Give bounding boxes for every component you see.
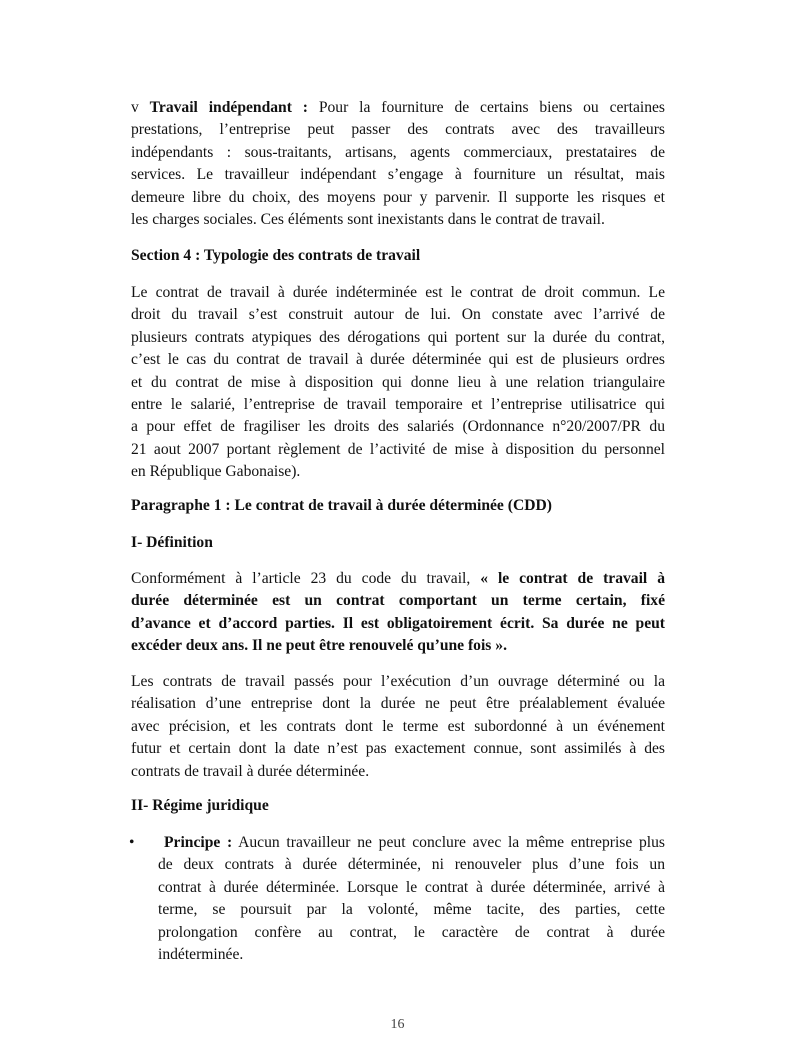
- section-4-heading: Section 4 : Typologie des contrats de travail: [131, 247, 421, 264]
- text: en République Gabonaise).: [131, 463, 301, 481]
- text: 21 aout 2007 portant règlement de l’activité de mise à disposition du personnel: [131, 440, 665, 458]
- text-line: [131, 671, 665, 693]
- text: terme, se poursuit par la volonté, même tacite, des parties, cette: [158, 901, 665, 919]
- text: les charges sociales. Ces éléments sont inexistants dans le contrat de travail.: [131, 210, 605, 228]
- text-line: [131, 416, 665, 438]
- text: contrats de travail à durée déterminée.: [131, 762, 370, 780]
- paragraphe-1-heading: Paragraphe 1 : Le contrat de travail à durée déterminée (CDD): [131, 497, 552, 514]
- text-line: [131, 716, 665, 738]
- text: services. Le travailleur indépendant s’engage à fourniture un résultat, mais: [131, 166, 665, 184]
- bold-text: d’avance et d’accord parties. Il est obligatoirement écrit. Sa durée ne peut: [131, 614, 665, 632]
- text-line: [131, 568, 665, 590]
- text: Aucun travailleur ne peut conclure avec la même entreprise plus: [232, 834, 666, 851]
- text: de deux contrats à durée déterminée, ni renouveler plus d’une fois un: [158, 856, 665, 874]
- text: Le contrat de travail à durée indéterminée est le contrat de droit commun. Le: [131, 284, 665, 301]
- text: indépendants : sous-traitants, artisans, agents commerciaux, prestataires de: [131, 143, 665, 161]
- text: demeure libre du choix, des moyens pour y parvenir. Il supporte les risques et: [131, 188, 665, 206]
- text-line: [131, 372, 665, 394]
- text-line: [131, 209, 665, 231]
- text: indéterminée.: [158, 945, 244, 963]
- paragraph-assimiles: [131, 671, 665, 783]
- bold-text: Travail indépendant :: [149, 99, 308, 116]
- text-line: [158, 877, 665, 899]
- text: futur et certain dont la date n’est pas exactement connue, sont assimilés à des: [131, 740, 665, 758]
- text-line: [158, 854, 665, 876]
- text: Pour la fourniture de certains biens ou certaines: [307, 99, 665, 116]
- paragraph-definition: [131, 568, 665, 658]
- text-line: [131, 142, 665, 164]
- text-line: [131, 119, 665, 141]
- bold-text: durée déterminée est un contrat comportant un terme certain, fixé: [131, 592, 665, 610]
- text-line: [131, 461, 665, 483]
- text-line: [131, 327, 665, 349]
- text: réalisation d’une entreprise dont la durée ne peut être préalablement évaluée: [131, 695, 665, 713]
- text-line: [131, 635, 665, 657]
- bullet-text: [158, 832, 665, 966]
- text: plusieurs contrats atypiques des dérogations qui portent sur la durée du contrat,: [131, 328, 665, 346]
- text: droit du travail s’est construit autour de lui. On constate avec l’arrivé de: [131, 306, 665, 324]
- paragraph-travail-independant: [131, 97, 665, 231]
- regime-juridique-heading: II- Régime juridique: [131, 797, 269, 814]
- text: Les contrats de travail passés pour l’exécution d’un ouvrage déterminé ou la: [131, 673, 665, 690]
- text: entre le salarié, l’entreprise de travail temporaire et l’entreprise utilisatrice qui: [131, 395, 665, 413]
- text-line: [131, 282, 665, 304]
- text-line: [158, 899, 665, 921]
- text-line: [158, 944, 665, 966]
- bold-text: excéder deux ans. Il ne peut être renouvelé qu’une fois ».: [131, 637, 507, 655]
- text-line: [158, 832, 665, 854]
- page-number: 16: [390, 1017, 405, 1032]
- bold-text: Principe :: [164, 834, 233, 851]
- text-line: [131, 613, 665, 635]
- text-line: [158, 922, 665, 944]
- text: Conformément à l’article 23 du code du travail,: [131, 570, 481, 587]
- definition-heading: I- Définition: [131, 534, 213, 551]
- text-line: [131, 761, 665, 783]
- text-line: [131, 590, 665, 612]
- text: contrat à durée déterminée. Lorsque le contrat à durée déterminée, arrivé à: [158, 878, 665, 896]
- bullet-icon: •: [129, 834, 135, 851]
- text-line: [131, 187, 665, 209]
- text-line: [131, 394, 665, 416]
- text-line: [131, 349, 665, 371]
- text: a pour effet de fragiliser les droits des salariés (Ordonnance n°20/2007/PR du: [131, 418, 665, 436]
- text-line: [131, 738, 665, 760]
- text: et du contrat de mise à disposition qui donne lieu à une relation triangulaire: [131, 373, 665, 391]
- text: prolongation confère au contrat, le caractère de contrat à durée: [158, 923, 665, 941]
- text: prestations, l’entreprise peut passer des contrats avec des travailleurs: [131, 121, 665, 139]
- text-line: [131, 439, 665, 461]
- text-line: [131, 97, 665, 119]
- paragraph-typologie: [131, 282, 665, 484]
- text-line: [131, 164, 665, 186]
- text: v: [131, 99, 150, 116]
- bold-text: « le contrat de travail à: [480, 570, 665, 587]
- text: c’est le cas du contrat de travail à durée déterminée qui est de plusieurs ordres: [131, 351, 665, 369]
- text-line: [131, 304, 665, 326]
- text-line: [131, 693, 665, 715]
- text: avec précision, et les contrats dont le terme est subordonné à un événement: [131, 717, 665, 735]
